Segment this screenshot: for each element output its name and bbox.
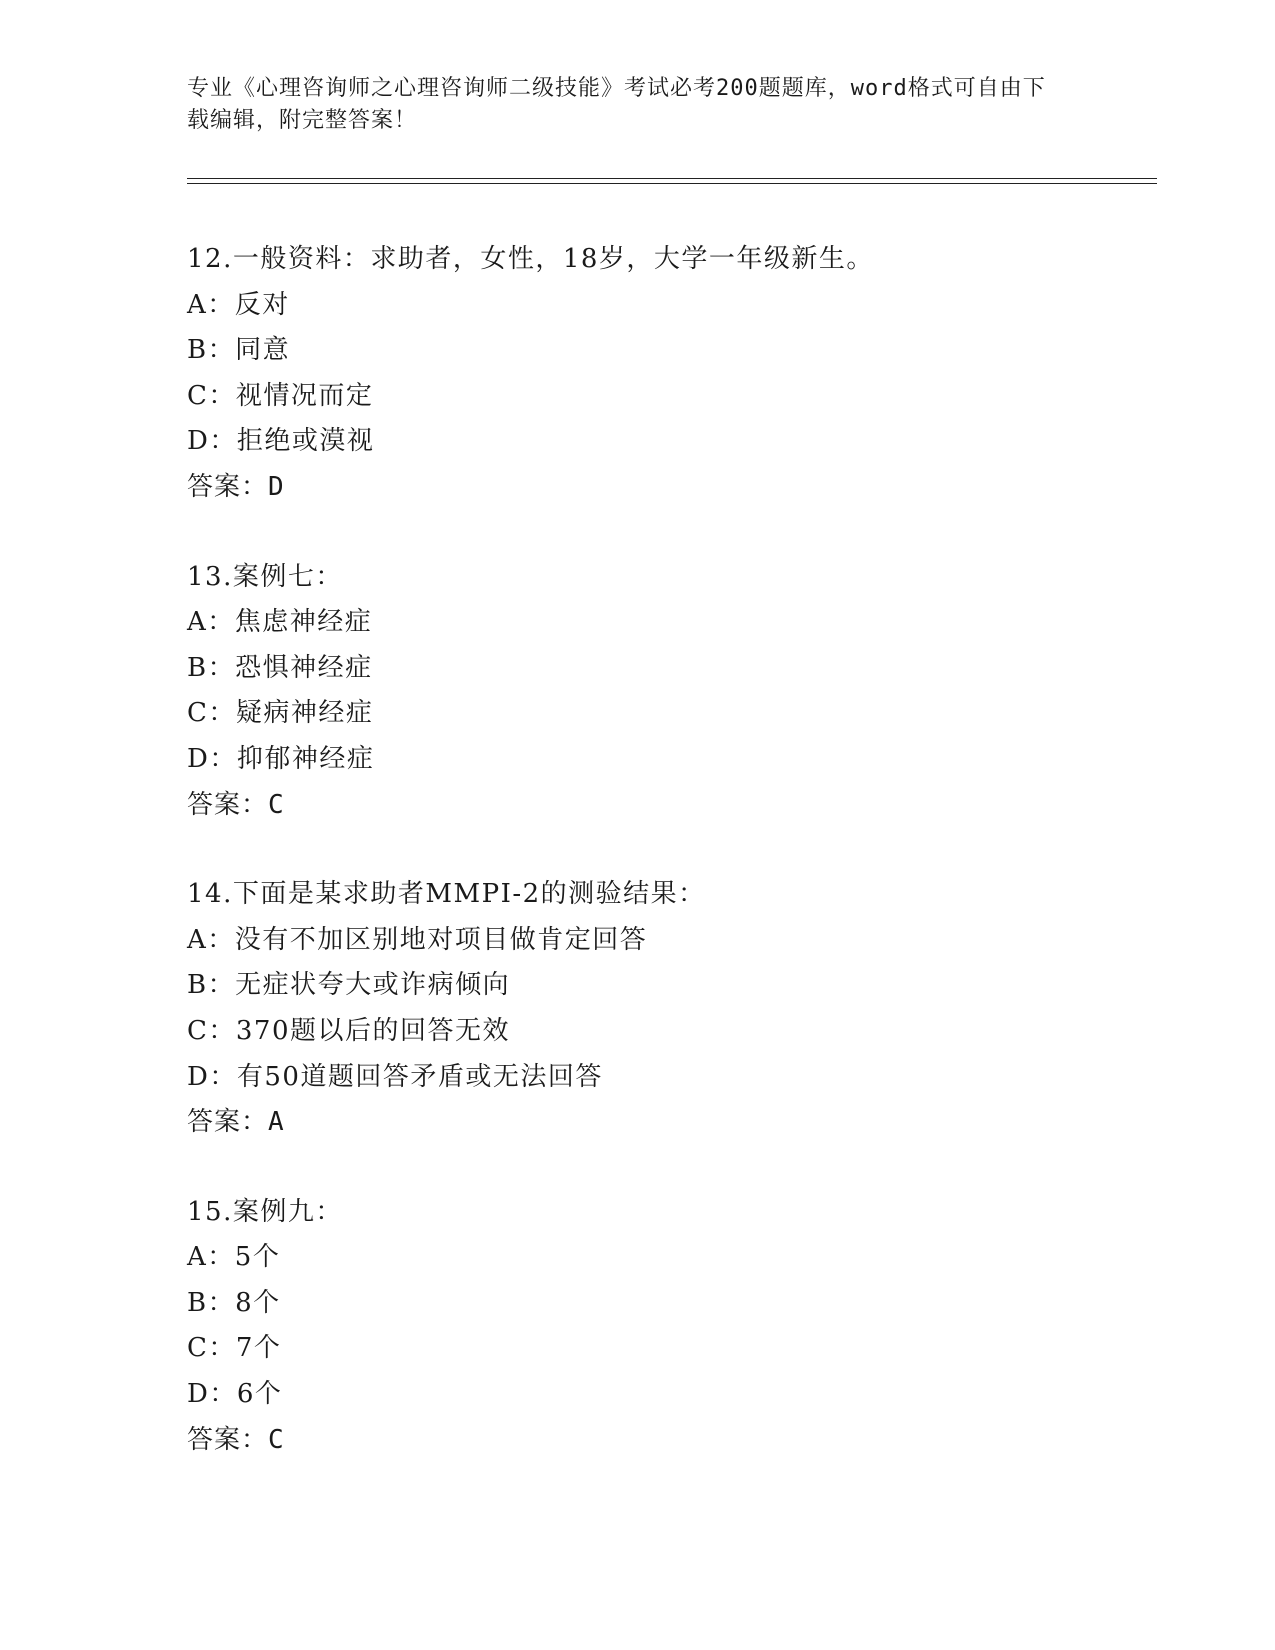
option-b: B：同意	[187, 335, 291, 366]
option-a: A：反对	[187, 289, 290, 320]
option-b: B：8个	[187, 1287, 281, 1318]
question-12	[187, 237, 1147, 511]
option-a: A：5个	[187, 1242, 281, 1273]
question-title: 12.一般资料：求助者，女性，18岁，大学一年级新生。	[187, 244, 874, 274]
option-a: A：焦虑神经症	[187, 607, 373, 638]
answer-line: 答案：C	[187, 1424, 285, 1455]
document-header: 专业《心理咨询师之心理咨询师二级技能》考试必考200题题库，word格式可自由下载编辑，附完整答案！	[187, 76, 1046, 133]
answer-line: 答案：A	[187, 1107, 285, 1138]
option-c: C：370题以后的回答无效	[187, 1015, 511, 1046]
question-13	[187, 555, 1147, 829]
question-title: 14.下面是某求助者MMPI-2的测验结果：	[187, 879, 706, 910]
option-c: C：7个	[187, 1333, 282, 1364]
option-c: C：疑病神经症	[187, 698, 374, 729]
option-d: D：有50道题回答矛盾或无法回答	[187, 1061, 603, 1092]
question-list	[187, 237, 1147, 1507]
answer-line: 答案：C	[187, 789, 285, 820]
question-15	[187, 1190, 1147, 1464]
option-b: B：无症状夸大或诈病倾向	[187, 970, 511, 1001]
option-d: D：拒绝或漠视	[187, 426, 375, 457]
option-d: D：6个	[187, 1379, 283, 1410]
header-divider-bottom	[187, 183, 1157, 184]
option-d: D：抑郁神经症	[187, 743, 375, 774]
question-14	[187, 872, 1147, 1146]
option-a: A：没有不加区别地对项目做肯定回答	[187, 924, 648, 955]
question-title: 13.案例七：	[187, 561, 343, 592]
answer-line: 答案：D	[187, 471, 285, 502]
option-b: B：恐惧神经症	[187, 652, 373, 683]
option-c: C：视情况而定	[187, 380, 374, 411]
question-title: 15.案例九：	[187, 1196, 343, 1227]
header-divider-top	[187, 178, 1157, 179]
